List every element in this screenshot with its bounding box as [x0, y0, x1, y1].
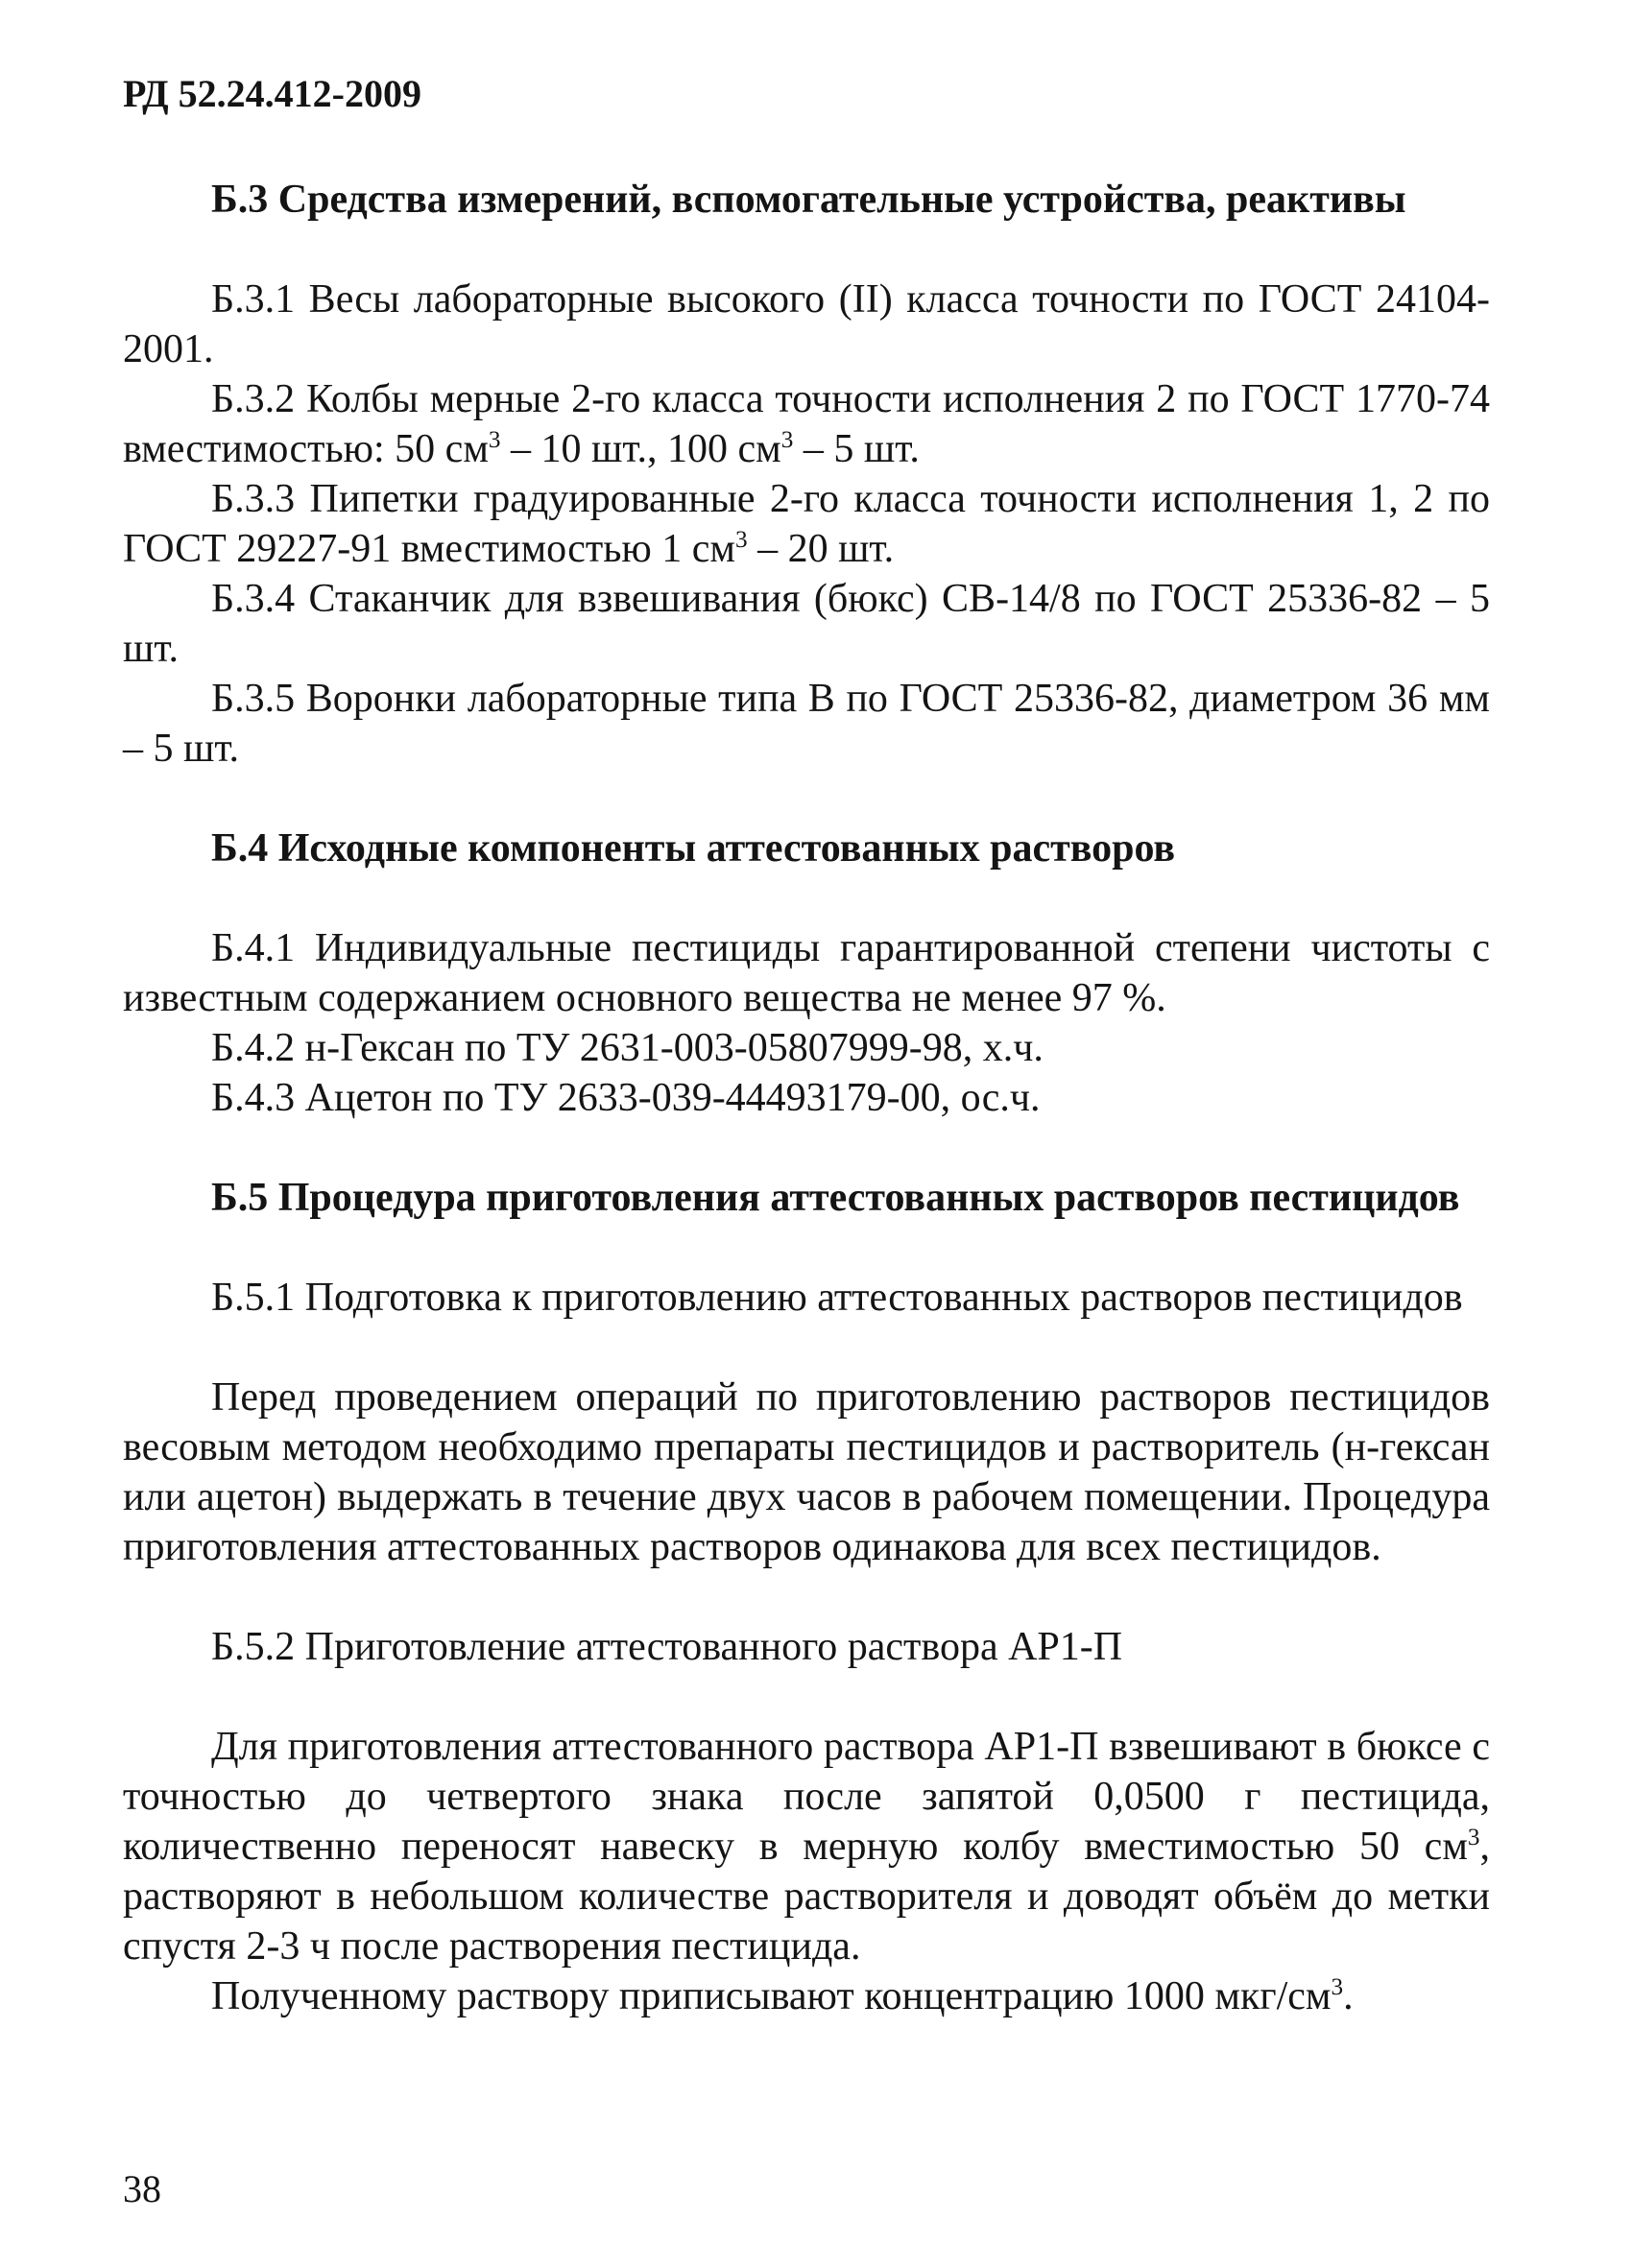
section-title-b5: Б.5 Процедура приготовления аттестованных растворов пестицидов	[211, 1176, 1460, 1220]
subsection-title-b5-2: Б.5.2 Приготовление аттестованного раствора АР1-П	[211, 1625, 1123, 1669]
section-title-b3: Б.3 Средства измерений, вспомогательные устройства, реактивы	[211, 178, 1406, 222]
paragraph-b5-1: Перед проведением операций по приготовлению растворов пестицидов весовым методом необходимо препараты пестицидов и растворитель (н-гексан или ацетон) выдержать в течение двух часов в рабочем помещении. Процедура приготовления аттестованных растворов одинакова для всех пестицидов.	[123, 1375, 1490, 1569]
section-title-b4: Б.4 Исходные компоненты аттестованных растворов	[211, 826, 1176, 871]
page-number: 38	[123, 2167, 161, 2210]
item-b3-5: Б.3.5 Воронки лабораторные типа В по ГОСТ 25336-82, диаметром 36 мм – 5 шт.	[123, 677, 1490, 771]
item-b3-1: Б.3.1 Весы лабораторные высокого (II) класса точности по ГОСТ 24104-2001.	[123, 277, 1490, 371]
item-b4-2: Б.4.2 н-Гексан по ТУ 2631-003-05807999-98, х.ч.	[211, 1026, 1044, 1070]
subsection-title-b5-1: Б.5.1 Подготовка к приготовлению аттестованных растворов пестицидов	[211, 1276, 1463, 1320]
item-b4-3: Б.4.3 Ацетон по ТУ 2633-039-44493179-00, ос.ч.	[211, 1076, 1041, 1120]
document-code: РД 52.24.412-2009	[123, 72, 421, 115]
item-b3-4: Б.3.4 Стаканчик для взвешивания (бюкс) СВ-14/8 по ГОСТ 25336-82 – 5 шт.	[123, 577, 1490, 671]
item-b4-1: Б.4.1 Индивидуальные пестициды гарантированной степени чистоты с известным содержанием основного вещества не менее 97 %.	[123, 926, 1490, 1020]
paragraph-b5-2-concentration: Полученному раствору приписывают концентрацию 1000 мкг/$см^3$.	[211, 1974, 1354, 2018]
item-b3-2: Б.3.2 Колбы мерные 2-го класса точности исполнения 2 по ГОСТ 1770-74 вместимостью: 50 $см^3 - 10$ шт., 100 $см^3 - 5$ шт.	[123, 377, 1490, 471]
item-b3-3: Б.3.3 Пипетки градуированные 2-го класса точности исполнения 1, 2 по ГОСТ 29227-91 вместимостью 1 $см^3 - 20$ шт.	[123, 477, 1490, 571]
paragraph-b5-2: Для приготовления аттестованного раствора АР1-П взвешивают в бюксе с точностью до четвертого знака после запятой 0,0500 г пестицида, количественно переносят навеску в мерную колбу вместимостью 50 $см^3$, растворяют в небольшом количестве растворителя и доводят объём до метки спустя 2-3 ч после растворения пестицида.	[123, 1725, 1490, 1969]
